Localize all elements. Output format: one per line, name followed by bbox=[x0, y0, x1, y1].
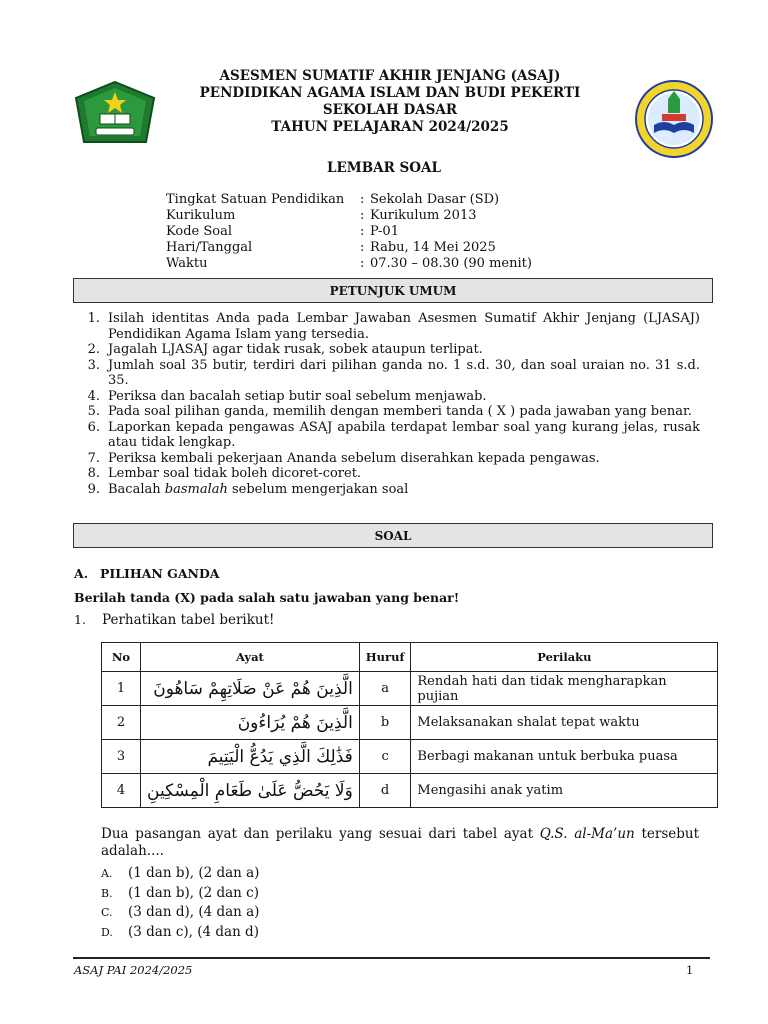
agpaii-logo bbox=[634, 79, 714, 159]
cell-no: 4 bbox=[102, 774, 141, 808]
info-value: Kurikulum 2013 bbox=[370, 208, 477, 223]
instruction-text: Jumlah soal 35 butir, terdiri dari pilihan ganda no. 1 s.d. 30, dan soal uraian no. 31 s.d. 35. bbox=[108, 357, 700, 388]
option-d[interactable] bbox=[101, 923, 259, 943]
answer-options bbox=[101, 864, 259, 942]
section-letter: A. bbox=[74, 566, 89, 581]
instructions-list bbox=[80, 311, 700, 497]
info-row bbox=[166, 192, 532, 208]
option-key: C. bbox=[101, 906, 113, 919]
info-value: Rabu, 14 Mei 2025 bbox=[370, 240, 496, 255]
answer-instruction: Berilah tanda (X) pada salah satu jawaban yang benar! bbox=[74, 590, 460, 605]
header-line-2: PENDIDIKAN AGAMA ISLAM DAN BUDI PEKERTI bbox=[199, 85, 581, 101]
document-title: LEMBAR SOAL bbox=[326, 160, 441, 176]
section-title: PILIHAN GANDA bbox=[100, 566, 220, 581]
question-stem bbox=[101, 826, 699, 860]
instruction-item bbox=[80, 358, 700, 389]
option-a[interactable] bbox=[101, 864, 259, 884]
instruction-number: 4. bbox=[87, 388, 100, 404]
cell-huruf: c bbox=[359, 740, 411, 774]
instruction-item bbox=[80, 389, 700, 405]
instruction-item bbox=[80, 404, 700, 420]
question-number: 1. bbox=[74, 612, 86, 627]
option-text: (1 dan b), (2 dan a) bbox=[128, 865, 260, 881]
table-row bbox=[102, 706, 718, 740]
cell-huruf: b bbox=[359, 706, 411, 740]
footer-divider bbox=[73, 957, 710, 959]
info-row bbox=[166, 256, 532, 272]
column-header-huruf: Huruf bbox=[359, 643, 411, 672]
footer-label: ASAJ PAI 2024/2025 bbox=[74, 963, 193, 977]
info-separator: : bbox=[360, 256, 365, 271]
question-intro-text: Perhatikan tabel berikut! bbox=[102, 612, 275, 628]
option-key: D. bbox=[101, 925, 113, 939]
table-header-row bbox=[102, 643, 718, 672]
exam-info bbox=[166, 192, 532, 272]
instruction-number: 5. bbox=[87, 404, 100, 419]
info-separator: : bbox=[360, 192, 365, 207]
instruction-text: Periksa dan bacalah setiap butir soal sebelum menjawab. bbox=[108, 388, 487, 404]
instruction-item bbox=[80, 466, 700, 482]
instruction-text: Pada soal pilihan ganda, memilih dengan memberi tanda ( X ) pada jawaban yang benar. bbox=[108, 404, 692, 419]
exam-header bbox=[160, 68, 620, 136]
instruction-item bbox=[80, 482, 700, 498]
table-row bbox=[102, 774, 718, 808]
info-label: Hari/Tanggal bbox=[166, 240, 253, 255]
basmalah-term: basmalah bbox=[164, 481, 228, 497]
instruction-number: 7. bbox=[87, 450, 100, 466]
instruction-item bbox=[80, 342, 700, 358]
soal-heading: SOAL bbox=[73, 523, 713, 548]
instruction-text: Jagalah LJASAJ agar tidak rusak, sobek ataupun terlipat. bbox=[108, 342, 483, 357]
instruction-number: 3. bbox=[87, 357, 100, 373]
option-b[interactable] bbox=[101, 884, 259, 904]
table-row bbox=[102, 672, 718, 706]
cell-perilaku: Mengasihi anak yatim bbox=[411, 774, 718, 808]
question-stem-end: tersebut adalah.... bbox=[101, 826, 699, 859]
page-number: 1 bbox=[686, 963, 694, 977]
option-text: (1 dan b), (2 dan c) bbox=[128, 884, 259, 901]
instruction-item bbox=[80, 311, 700, 342]
instruction-number: 1. bbox=[87, 311, 100, 326]
column-header-perilaku: Perilaku bbox=[411, 643, 718, 672]
cell-huruf: a bbox=[359, 672, 411, 706]
option-key: A. bbox=[101, 867, 113, 880]
cell-perilaku: Melaksanakan shalat tepat waktu bbox=[411, 706, 718, 740]
info-value: Sekolah Dasar (SD) bbox=[370, 192, 500, 207]
header-line-4: TAHUN PELAJARAN 2024/2025 bbox=[271, 119, 509, 135]
info-separator: : bbox=[360, 224, 365, 239]
section-a-heading bbox=[74, 566, 220, 581]
info-row bbox=[166, 224, 532, 240]
header-line-1: ASESMEN SUMATIF AKHIR JENJANG (ASAJ) bbox=[219, 68, 561, 84]
question-table bbox=[101, 642, 718, 808]
surah-name: Q.S. al-Ma’un bbox=[539, 826, 635, 842]
cell-ayat: فَذَٰلِكَ الَّذِي يَدُعُّ الْيَتِيمَ bbox=[141, 740, 360, 774]
option-text: (3 dan c), (4 dan d) bbox=[128, 923, 259, 940]
instruction-text: Laporkan kepada pengawas ASAJ apabila terdapat lembar soal yang kurang jelas, rusak atau tidak lengkap. bbox=[108, 419, 700, 450]
question-stem-text: Dua pasangan ayat dan perilaku yang sesuai dari tabel ayat bbox=[101, 826, 540, 842]
cell-perilaku: Berbagi makanan untuk berbuka puasa bbox=[411, 740, 718, 774]
instruction-item bbox=[80, 420, 700, 451]
info-row bbox=[166, 240, 532, 256]
instruction-item bbox=[80, 451, 700, 467]
cell-ayat: الَّذِينَ هُمْ عَنْ صَلَاتِهِمْ سَاهُونَ bbox=[141, 672, 360, 706]
option-c[interactable] bbox=[101, 903, 259, 923]
info-value: 07.30 – 08.30 (90 menit) bbox=[370, 256, 532, 271]
info-value: P-01 bbox=[370, 224, 399, 239]
instruction-number: 2. bbox=[87, 342, 100, 357]
cell-no: 3 bbox=[102, 740, 141, 774]
info-separator: : bbox=[360, 240, 365, 255]
option-key: B. bbox=[101, 886, 113, 900]
info-label: Waktu bbox=[166, 256, 208, 271]
instruction-text: Lembar soal tidak boleh dicoret-coret. bbox=[108, 466, 362, 481]
info-row bbox=[166, 208, 532, 224]
cell-perilaku: Rendah hati dan tidak mengharapkan pujian bbox=[411, 672, 718, 706]
instruction-text: Bacalah basmalah sebelum mengerjakan soal bbox=[108, 481, 409, 497]
column-header-no: No bbox=[102, 643, 141, 672]
instruction-text: Isilah identitas Anda pada Lembar Jawaban Asesmen Sumatif Akhir Jenjang (LJASAJ) Pendidikan Agama Islam yang tersedia. bbox=[108, 311, 700, 342]
cell-no: 1 bbox=[102, 672, 141, 706]
info-label: Kurikulum bbox=[166, 208, 236, 223]
column-header-ayat: Ayat bbox=[141, 643, 360, 672]
cell-ayat: وَلَا يَحُضُّ عَلَىٰ طَعَامِ الْمِسْكِينِ bbox=[141, 774, 360, 808]
cell-no: 2 bbox=[102, 706, 141, 740]
info-separator: : bbox=[360, 208, 365, 223]
cell-huruf: d bbox=[359, 774, 411, 808]
info-label: Tingkat Satuan Pendidikan bbox=[166, 192, 345, 207]
info-label: Kode Soal bbox=[166, 224, 232, 239]
instruction-text: Periksa kembali pekerjaan Ananda sebelum diserahkan kepada pengawas. bbox=[108, 450, 600, 466]
table-row bbox=[102, 740, 718, 774]
question-1-intro bbox=[74, 612, 274, 628]
cell-ayat: الَّذِينَ هُمْ يُرَاءُونَ bbox=[141, 706, 360, 740]
instruction-number: 9. bbox=[87, 481, 100, 497]
ministry-logo bbox=[74, 80, 156, 150]
petunjuk-umum-heading: PETUNJUK UMUM bbox=[73, 278, 713, 303]
option-text: (3 dan d), (4 dan a) bbox=[128, 904, 260, 920]
instruction-number: 8. bbox=[87, 466, 100, 481]
header-line-3: SEKOLAH DASAR bbox=[322, 102, 458, 118]
instruction-number: 6. bbox=[87, 419, 100, 435]
